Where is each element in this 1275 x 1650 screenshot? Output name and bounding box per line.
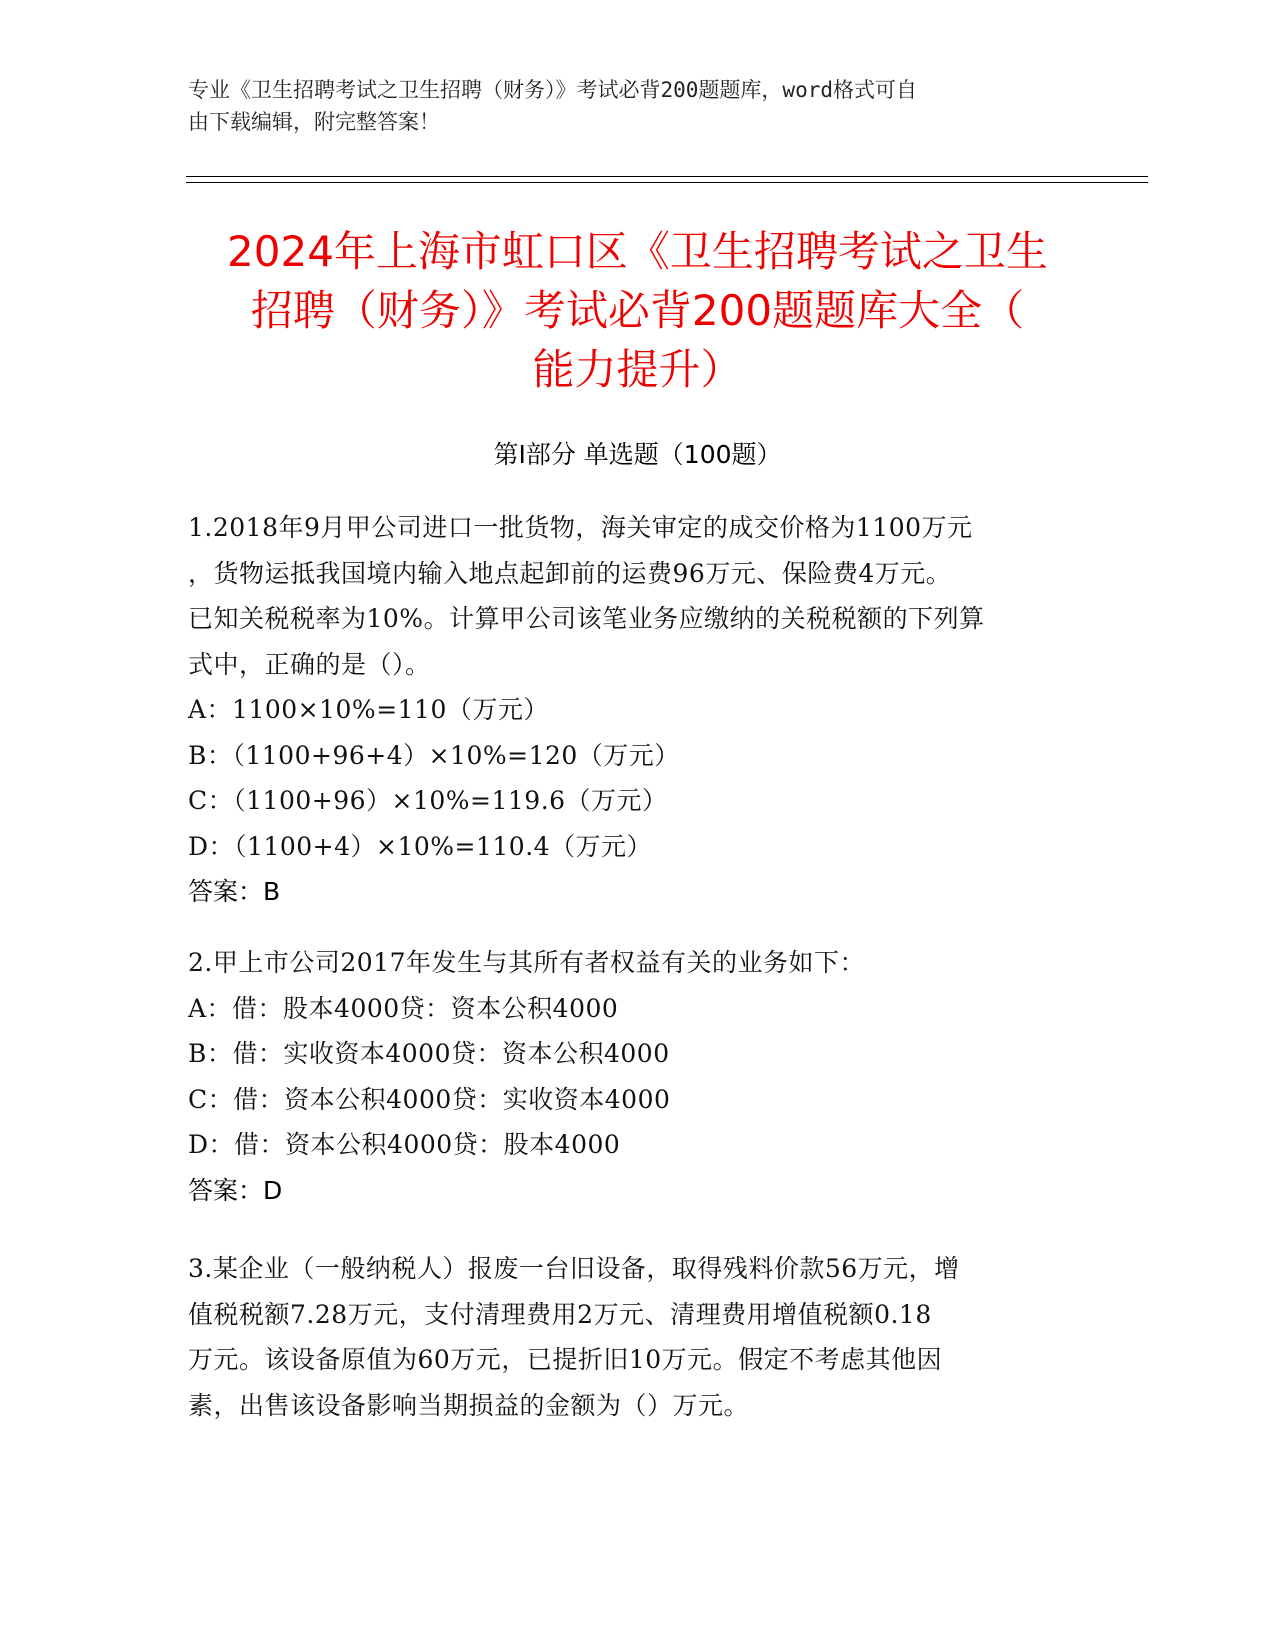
- question-text-line: ，货物运抵我国境内输入地点起卸前的运费96万元、保险费4万元。: [188, 558, 952, 588]
- question-text-line: 万元。该设备原值为60万元，已提折旧10万元。假定不考虑其他因: [188, 1345, 943, 1374]
- title-line: 2024年上海市虹口区《卫生招聘考试之卫生: [227, 227, 1048, 276]
- header-note-line: 专业《卫生招聘考试之卫生招聘（财务）》考试必背200题题库，word格式可自: [188, 78, 917, 102]
- option-d: D：借：资本公积4000贷：股本4000: [188, 1130, 621, 1159]
- header-divider: [186, 176, 1148, 177]
- question-text-line: 2.甲上市公司2017年发生与其所有者权益有关的业务如下：: [188, 948, 865, 977]
- question-text-line: 1.2018年9月甲公司进口一批货物，海关审定的成交价格为1100万元: [188, 513, 973, 542]
- header-note: [188, 74, 1068, 138]
- question-text-line: 已知关税税率为10%。计算甲公司该笔业务应缴纳的关税税额的下列算: [188, 604, 985, 633]
- option-a: A：借：股本4000贷：资本公积4000: [188, 993, 619, 1023]
- option-b: B：借：实收资本4000贷：资本公积4000: [188, 1039, 670, 1068]
- answer-line: 答案：D: [188, 1175, 283, 1205]
- document-title: [150, 222, 1125, 399]
- question-text-line: 素，出售该设备影响当期损益的金额为（）万元。: [188, 1390, 750, 1420]
- header-divider: [186, 182, 1148, 183]
- question-2: [188, 940, 1088, 1213]
- question-text-line: 值税税额7.28万元，支付清理费用2万元、清理费用增值税额0.18: [188, 1299, 932, 1329]
- question-text-line: 式中，正确的是（）。: [188, 649, 431, 679]
- section-heading: 第Ⅰ部分 单选题（100题）: [493, 440, 782, 469]
- option-a: A：1100×10%=110（万元）: [188, 695, 549, 724]
- option-c: C：（1100+96）×10%=119.6（万元）: [188, 786, 668, 815]
- option-c: C：借：资本公积4000贷：实收资本4000: [188, 1084, 671, 1114]
- answer-line: 答案：B: [188, 877, 281, 906]
- question-3: [188, 1246, 1088, 1428]
- title-line: 能力提升）: [532, 345, 743, 394]
- option-b: B：（1100+96+4）×10%=120（万元）: [188, 740, 680, 770]
- question-text-line: 3.某企业（一般纳税人）报废一台旧设备，取得残料价款56万元，增: [188, 1254, 960, 1283]
- title-line: 招聘（财务）》考试必背200题题库大全（: [250, 286, 1025, 335]
- option-d: D：（1100+4）×10%=110.4（万元）: [188, 831, 653, 861]
- question-1: [188, 505, 1088, 914]
- header-note-line: 由下载编辑，附完整答案！: [188, 110, 440, 134]
